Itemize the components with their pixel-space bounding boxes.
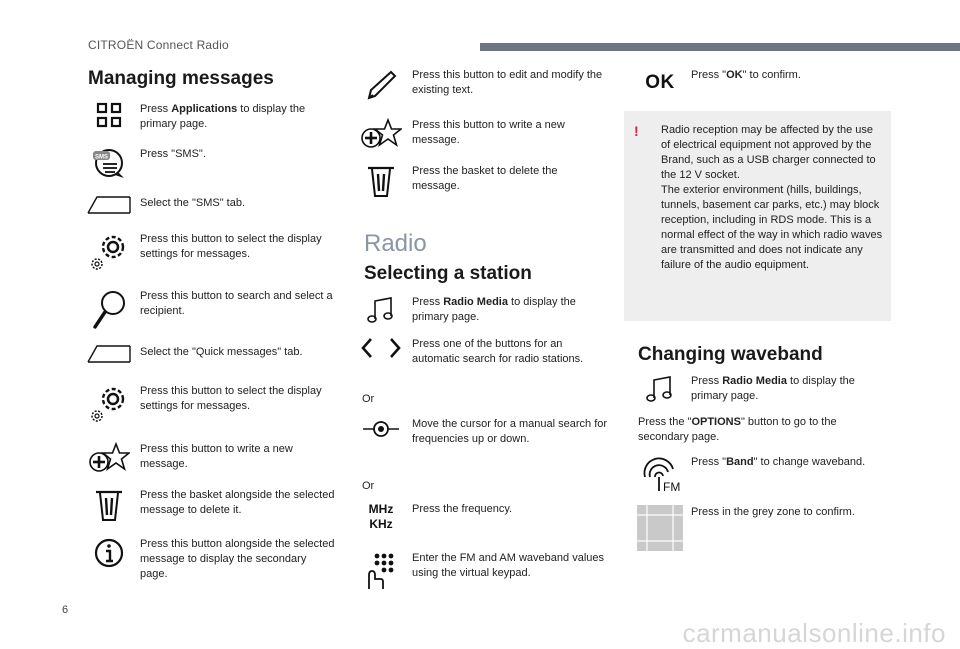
row-text: Press this button to write a new message. (140, 443, 293, 470)
music-note-icon (637, 374, 683, 404)
trash-icon (358, 164, 404, 198)
warning-icon: ! (634, 123, 639, 139)
row-text: Press the basket to delete the message. (412, 165, 558, 192)
prev-next-arrows-icon (358, 337, 404, 359)
row-text: Press in the grey zone to confirm. (691, 506, 855, 518)
row-edit-text (358, 68, 608, 104)
applications-grid-icon (86, 102, 132, 128)
warning-text: Radio reception may be affected by the use of electrical equipment not approved by the Brand, such as a USB charger connected to the 12 V socket. The exterior environment (hills, buildings, tunnels, basement car parks, etc.) may block reception, including in RDS mode. This is a normal effect of the way in which radio waves are transmitted and does not indicate any failure of the audio equipment. (661, 124, 883, 271)
keypad-icon (358, 551, 404, 591)
row-text: Press this button to search and select a recipient. (140, 290, 333, 317)
row-text: Press this button to select the display settings for messages. (140, 233, 322, 260)
row-quick-messages-tab (86, 345, 336, 363)
fm-radio-icon (637, 455, 683, 495)
add-favourite-icon (86, 442, 132, 474)
row-text: Press the frequency. (412, 503, 513, 515)
row-radio-media-2 (637, 374, 887, 404)
row-text: Press this button to edit and modify the existing text. (412, 69, 603, 96)
row-applications (86, 102, 336, 132)
row-secondary-page (86, 537, 336, 582)
row-text: Press the basket alongside the selected message to delete it. (140, 489, 335, 516)
warning-box (624, 111, 891, 321)
row-text: Press one of the buttons for an automatic search for radio stations. (412, 338, 584, 365)
row-text: Enter the FM and AM waveband values using the virtual keypad. (412, 552, 604, 579)
watermark: carmanualsonline.info (682, 618, 946, 648)
khz-label: KHz (369, 517, 393, 531)
row-sms-tab (86, 196, 336, 214)
heading-selecting-station: Selecting a station (364, 263, 532, 284)
row-text: Press "Band" to change waveband. (691, 456, 866, 468)
sms-icon (86, 147, 132, 179)
row-text: Press Applications to display the primary page. (140, 103, 306, 130)
row-text: Select the "Quick messages" tab. (140, 346, 303, 358)
chapter-radio: Radio (364, 230, 427, 257)
fm-label: FM (663, 480, 681, 494)
running-header: CITROËN Connect Radio (88, 38, 229, 52)
row-search-recipient (86, 289, 336, 331)
row-text: Press this button to select the display settings for messages. (140, 385, 322, 412)
heading-changing-waveband: Changing waveband (638, 344, 823, 365)
row-display-settings-2 (86, 384, 336, 424)
tab-icon (86, 196, 132, 214)
settings-icon (86, 232, 132, 272)
header-bar (480, 43, 960, 51)
grey-zone-icon (637, 505, 683, 551)
mhz-label: MHz (368, 502, 394, 516)
row-manual-search (358, 417, 608, 447)
row-sms (86, 147, 336, 179)
or-label-2: Or (362, 480, 375, 492)
row-auto-search (358, 337, 608, 367)
or-label-1: Or (362, 393, 375, 405)
row-delete-message-2 (358, 164, 608, 198)
row-text: Move the cursor for a manual search for frequencies up or down. (412, 418, 608, 445)
row-confirm-ok (637, 68, 887, 98)
settings-icon (86, 384, 132, 424)
frequency-units-icon (358, 502, 404, 532)
tab-icon (86, 345, 132, 363)
row-text: Press this button alongside the selected message to display the secondary page. (140, 538, 335, 580)
info-icon (86, 537, 132, 569)
ok-icon: OK (645, 72, 675, 93)
add-favourite-icon (358, 118, 404, 150)
music-note-icon (358, 295, 404, 325)
row-text: Press "SMS". (140, 148, 206, 160)
options-instruction: Press the "OPTIONS" button to go to the secondary page. (638, 416, 837, 443)
page-number: 6 (62, 604, 69, 616)
row-text: Press Radio Media to display the primary page. (691, 375, 855, 402)
search-icon (86, 289, 132, 331)
row-radio-media (358, 295, 608, 325)
row-text: Press this button to write a new message. (412, 119, 565, 146)
svg-text:SMS: SMS (94, 154, 109, 161)
slider-cursor-icon (358, 417, 404, 441)
pencil-icon (358, 68, 404, 104)
row-new-message-2 (358, 118, 608, 150)
row-display-settings-1 (86, 232, 336, 272)
trash-icon (86, 488, 132, 522)
row-frequency (358, 502, 608, 532)
row-band (637, 455, 887, 495)
row-grey-zone (637, 505, 887, 551)
heading-managing-messages: Managing messages (88, 68, 274, 89)
row-text: Press "OK" to confirm. (691, 69, 801, 81)
row-keypad (358, 551, 608, 591)
row-new-message (86, 442, 336, 474)
row-text: Select the "SMS" tab. (140, 197, 246, 209)
row-text: Press Radio Media to display the primary page. (412, 296, 576, 323)
row-delete-message (86, 488, 336, 522)
